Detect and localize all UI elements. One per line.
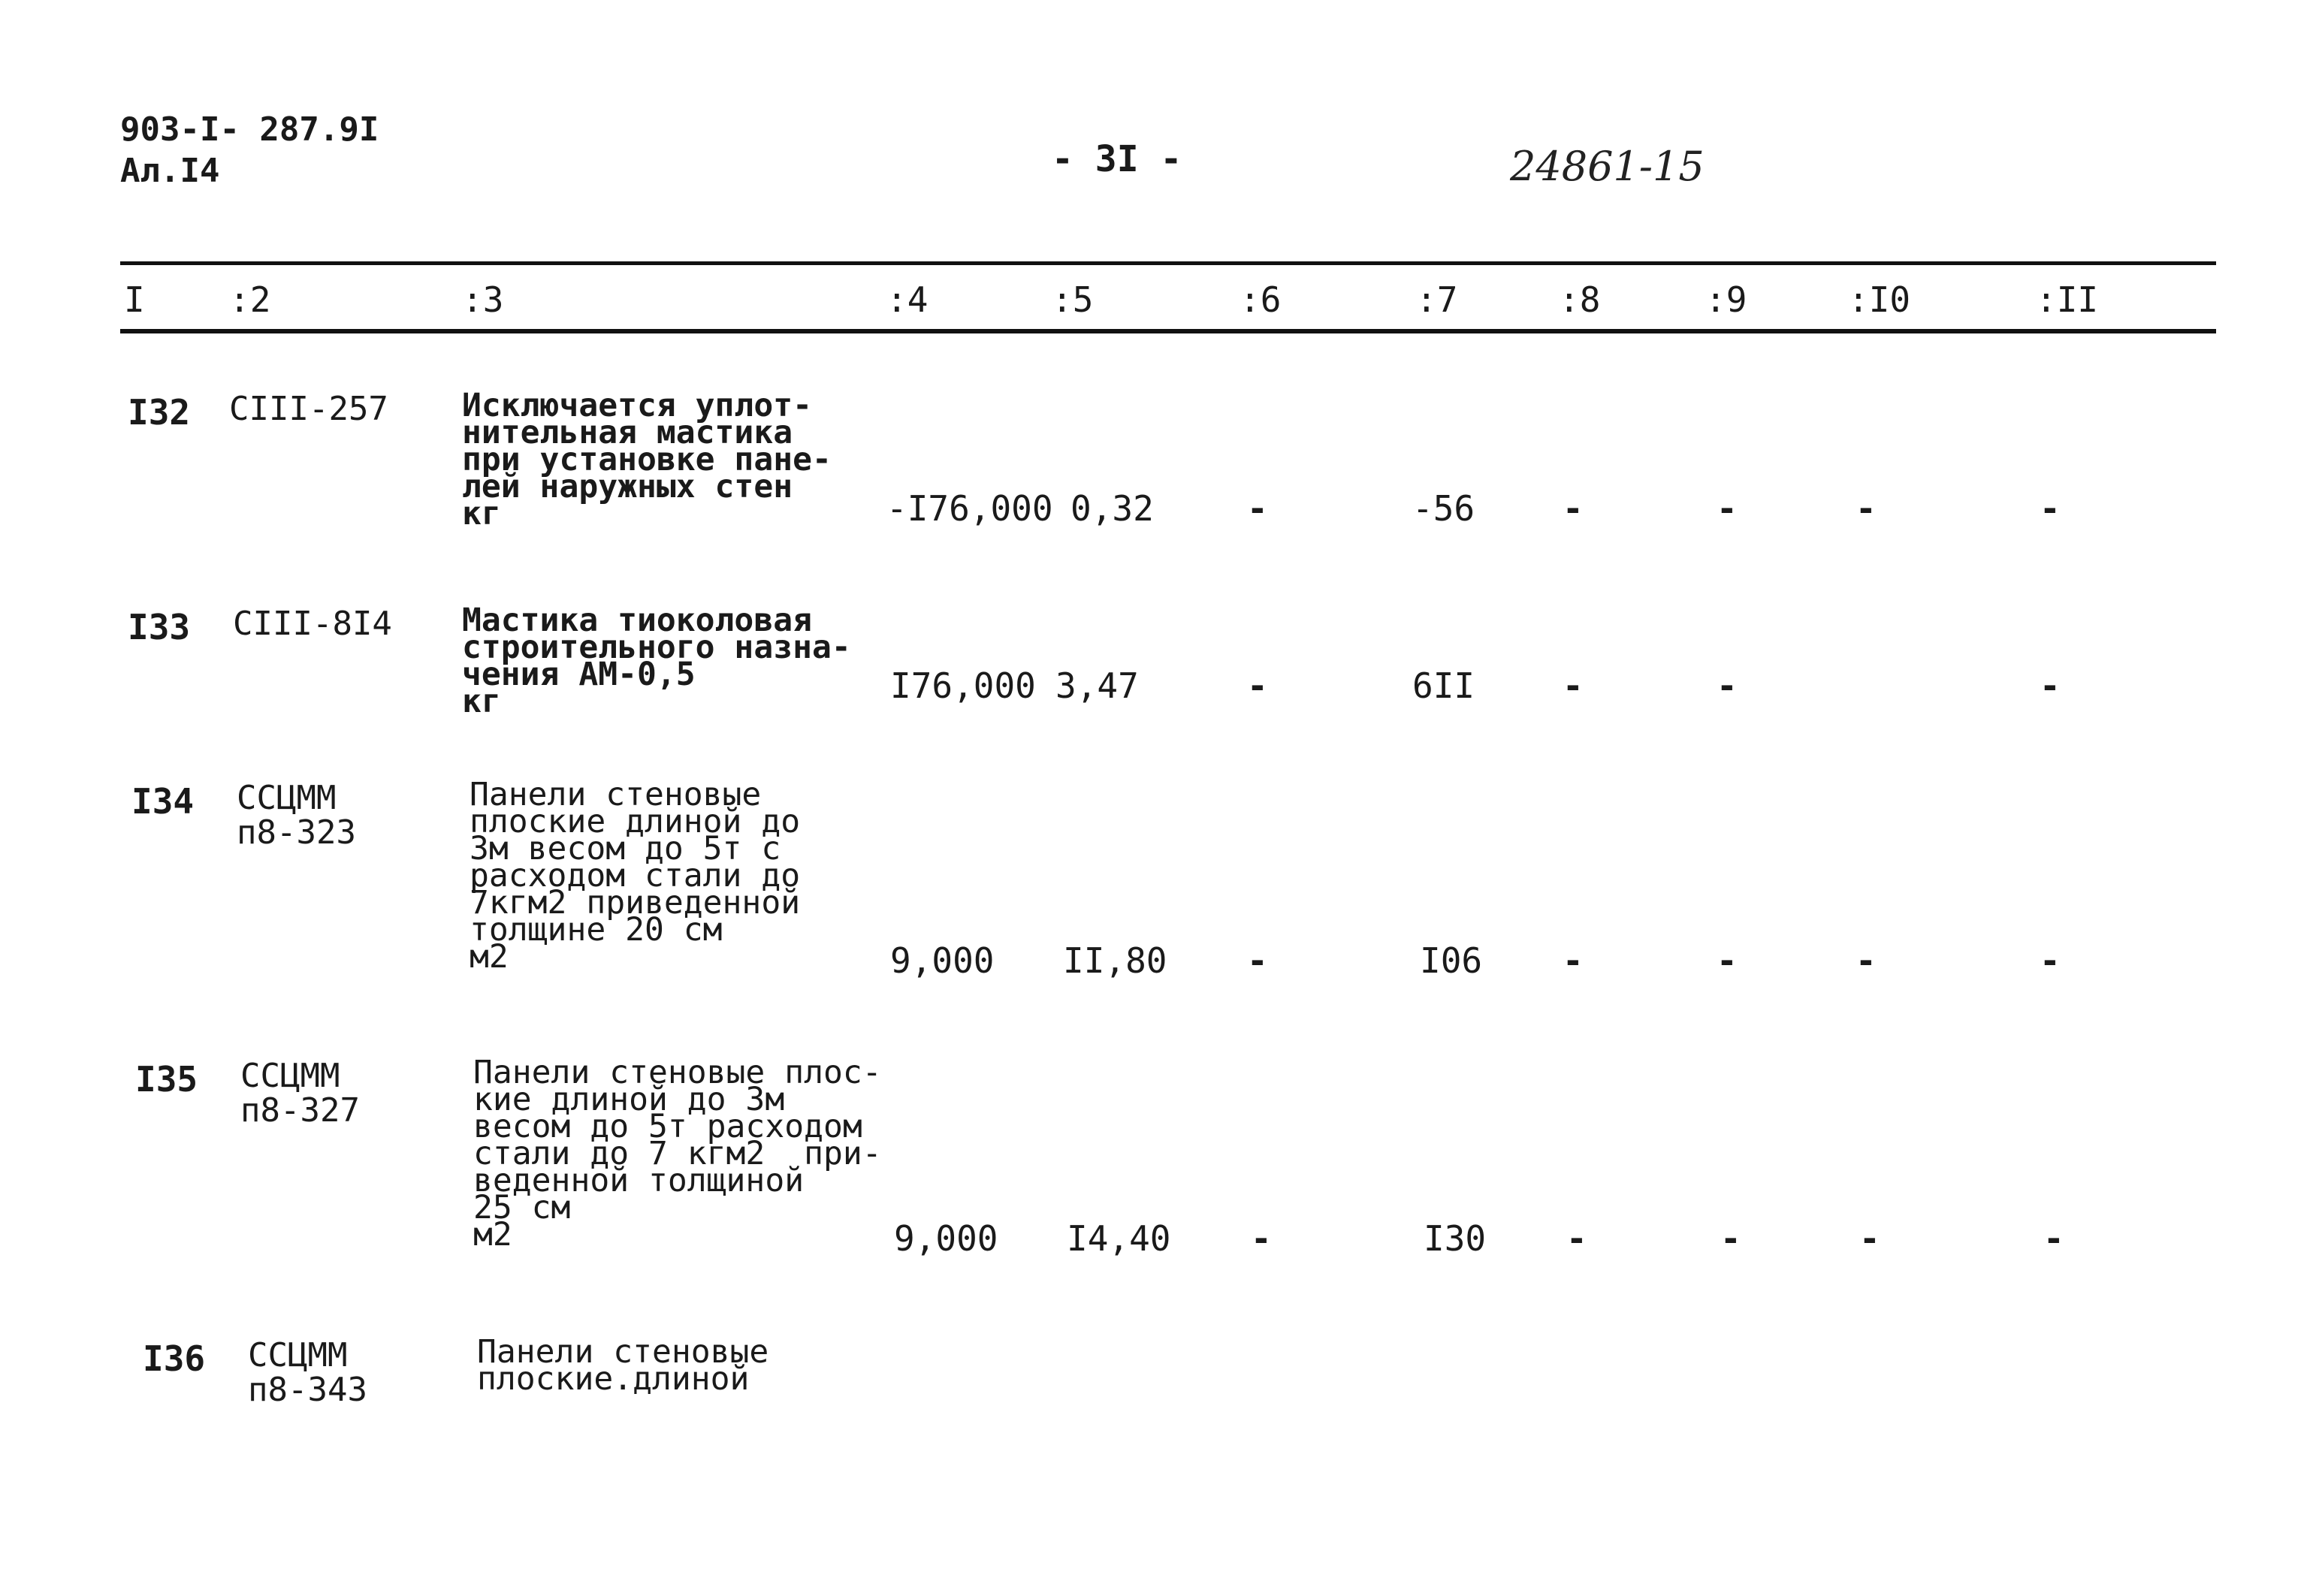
row-description: Панели стеновые плос- кие длиной до 3м весом до 5т расходом стали до 7 кгм2 при- веденной толщиной 25 см м2 <box>473 1054 882 1254</box>
column-header-11: :II <box>2036 279 2099 320</box>
row-col6: - <box>1247 488 1268 529</box>
column-header-2: :2 <box>229 279 271 320</box>
row-col10: - <box>1859 1218 1880 1259</box>
row-quantity: 9,000 <box>894 1218 998 1259</box>
column-header-6: :6 <box>1240 279 1282 320</box>
row-code: ССЦММ п8-327 <box>240 1057 360 1130</box>
row-col11: - <box>2040 665 2061 706</box>
row-col8: - <box>1563 665 1584 706</box>
column-header-8: :8 <box>1559 279 1601 320</box>
row-code: ССЦММ п8-323 <box>237 779 356 852</box>
row-quantity: I76,000 <box>890 665 1036 706</box>
row-col7: -56 <box>1412 488 1475 529</box>
row-price: I4,40 <box>1067 1218 1171 1259</box>
row-number: I33 <box>128 607 191 647</box>
row-number: I35 <box>135 1059 198 1100</box>
document-code: 903-I- 287.9I <box>120 110 379 149</box>
row-number: I34 <box>131 781 195 822</box>
row-quantity: 9,000 <box>890 940 995 981</box>
row-code: ССЦММ п8-343 <box>248 1336 367 1409</box>
row-col10: - <box>1856 940 1877 981</box>
column-header-4: :4 <box>886 279 929 320</box>
row-col11: - <box>2043 1218 2064 1259</box>
column-header-7: :7 <box>1416 279 1458 320</box>
row-price: 3,47 <box>1055 665 1139 706</box>
row-code: CIII-8I4 <box>233 605 392 643</box>
row-col8: - <box>1566 1218 1587 1259</box>
row-col11: - <box>2040 940 2061 981</box>
row-col6: - <box>1247 940 1268 981</box>
row-col9: - <box>1717 488 1738 529</box>
header-rule-bottom <box>120 329 2216 333</box>
row-col9: - <box>1717 665 1738 706</box>
row-col7: 6II <box>1412 665 1475 706</box>
row-col7: I06 <box>1420 940 1483 981</box>
row-col9: - <box>1717 940 1738 981</box>
row-col8: - <box>1563 488 1584 529</box>
row-description: Исключается уплот- нительная мастика при установке пане- лей наружных стен кг <box>462 387 832 533</box>
row-price: II,80 <box>1063 940 1167 981</box>
row-description: Панели стеновые плоские длиной до 3м весом до 5т с расходом стали до 7кгм2 приведенной толщине 20 см м2 <box>470 776 801 976</box>
row-quantity: -I76,000 <box>886 488 1053 529</box>
sheet-label: Ал.I4 <box>120 152 220 190</box>
row-price: 0,32 <box>1070 488 1154 529</box>
row-col7: I30 <box>1424 1218 1487 1259</box>
column-header-10: :I0 <box>1848 279 1911 320</box>
handwritten-doc-number: 24861-15 <box>1510 143 1705 190</box>
row-description: Мастика тиоколовая строительного назна- чения АМ-0,5 кг <box>462 602 851 720</box>
page-number: - 3I - <box>1052 138 1182 180</box>
row-col6: - <box>1247 665 1268 706</box>
row-number: I36 <box>143 1338 206 1379</box>
column-header-1: I <box>124 279 145 320</box>
row-col6: - <box>1251 1218 1272 1259</box>
row-description: Панели стеновые плоские.длиной <box>477 1333 769 1398</box>
header-rule-top <box>120 261 2216 265</box>
column-header-9: :9 <box>1705 279 1747 320</box>
row-col8: - <box>1563 940 1584 981</box>
row-col9: - <box>1720 1218 1741 1259</box>
row-code: CIII-257 <box>229 390 388 428</box>
row-col11: - <box>2040 488 2061 529</box>
row-col10: - <box>1856 488 1877 529</box>
column-header-5: :5 <box>1052 279 1094 320</box>
column-header-3: :3 <box>462 279 504 320</box>
row-number: I32 <box>128 392 191 433</box>
